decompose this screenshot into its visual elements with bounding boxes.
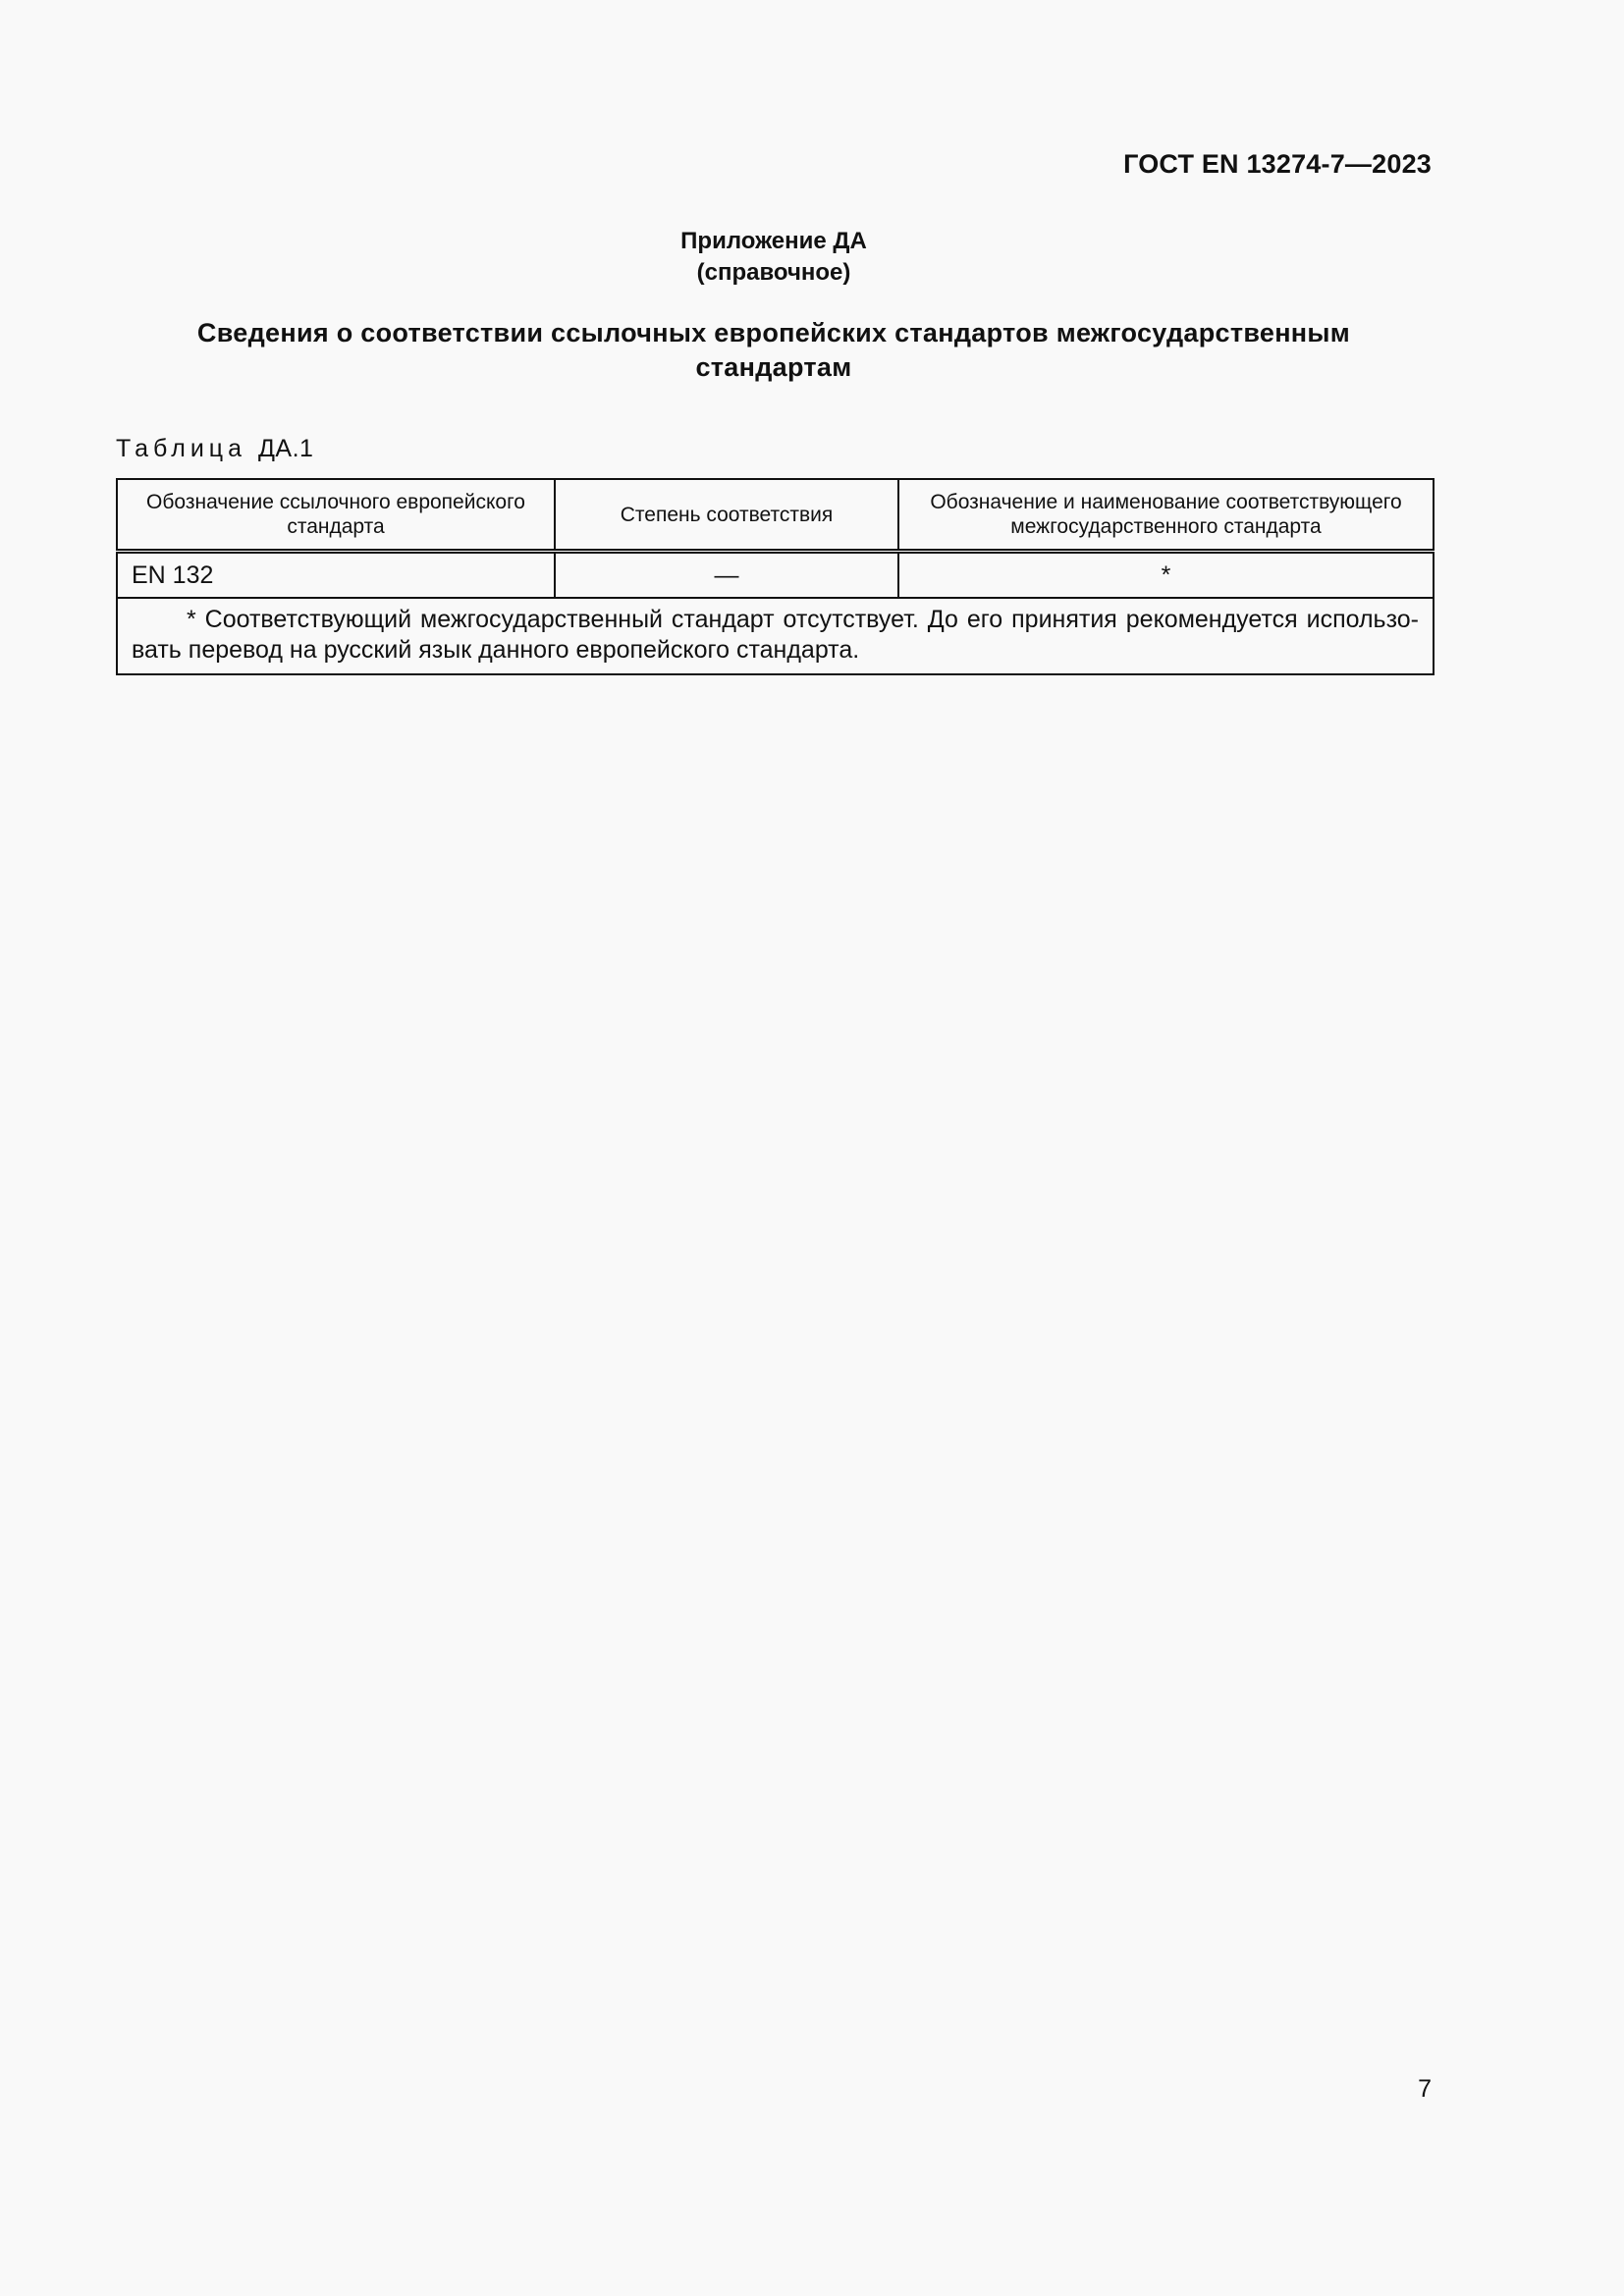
appendix-type: (справочное) (696, 259, 851, 286)
table-header-cell: Степень соответствия (555, 479, 898, 552)
table-cell-standard: EN 132 (117, 552, 555, 599)
table-caption (116, 435, 313, 463)
table-header-cell: Обозначение ссылочного европейского стандарта (117, 479, 555, 552)
document-code: ГОСТ EN 13274-7—2023 (1123, 149, 1432, 179)
appendix-label: Приложение ДА (680, 228, 867, 254)
correspondence-table (116, 478, 1435, 675)
table-note-row (117, 598, 1434, 674)
table-header-row (117, 479, 1434, 552)
table-caption-number: ДА.1 (257, 435, 314, 462)
table-footnote: * Соответствующий межгосударственный стандарт отсутствует. До его принятия рекомендуется использовать перевод на русский язык данного европейского стандарта. (117, 598, 1434, 674)
appendix-title: Сведения о соответствии ссылочных европейских стандартов межгосударственным стандартам (196, 318, 1351, 382)
table-cell-degree: — (555, 552, 898, 599)
table-cell-interstate-standard: * (898, 552, 1434, 599)
table-caption-word: Таблица (116, 435, 247, 462)
table-header-cell: Обозначение и наименование соответствующего межгосударственного стандарта (898, 479, 1434, 552)
table-row (117, 552, 1434, 599)
appendix-heading (0, 226, 1547, 289)
page-number: 7 (1418, 2075, 1432, 2103)
